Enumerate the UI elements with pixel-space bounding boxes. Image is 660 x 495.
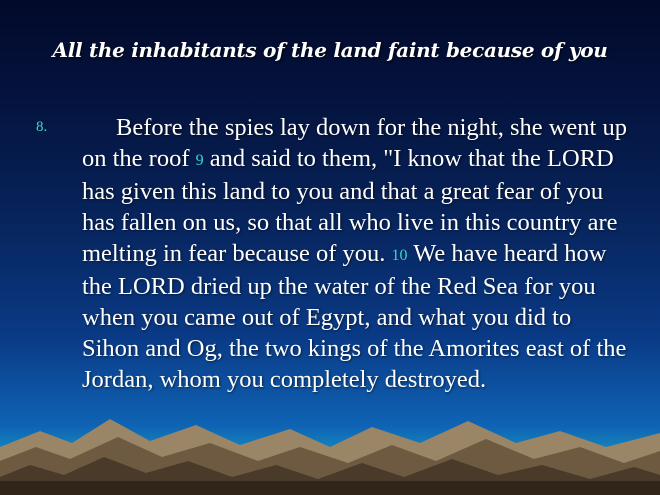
verse-number-10: 10 [391, 247, 408, 264]
mountain-base [0, 481, 660, 495]
paragraph-part-1: Before the spies lay down for the night, she went up on the roof [82, 114, 627, 172]
verse-number-9: 9 [195, 152, 204, 169]
paragraph-part-2: and said to them, "I know that the LORD has given this land to you and that a great fear of you has fallen on us, so that all who live in this country are melting in fear because of you. [82, 145, 618, 267]
slide-title: All the inhabitants of the land faint because of you [52, 38, 608, 62]
scripture-paragraph [82, 112, 632, 395]
list-number: 8. [36, 119, 48, 135]
paragraph-part-3: We have heard how the LORD dried up the water of the Red Sea for you when you came out of Egypt, and what you did to Sihon and Og, the two kings of the Amorites east of the Jordan, whom you completely destroyed. [82, 240, 627, 393]
slide-body [36, 112, 632, 395]
mountain-range-graphic [0, 385, 660, 495]
